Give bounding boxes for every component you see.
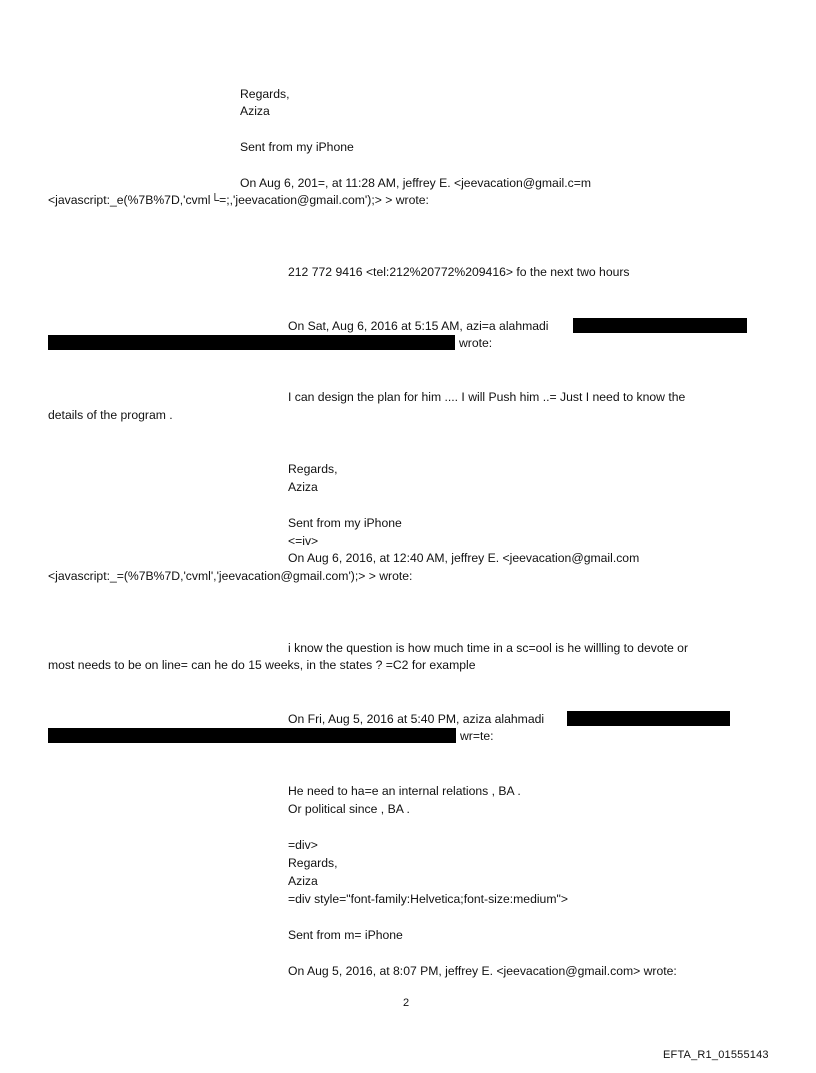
signature-name: Aziza [240, 104, 270, 118]
sent-from-line: Sent from my iPhone [288, 516, 402, 530]
redaction-box [573, 318, 747, 333]
message-body-continued: most needs to be on line= can he do 15 weeks, in the states ? =C2 for example [48, 658, 476, 672]
html-artifact: =div> [288, 838, 318, 852]
regards-line: Regards, [240, 87, 290, 101]
regards-line: Regards, [288, 462, 338, 476]
quote-header: On Fri, Aug 5, 2016 at 5:40 PM, aziza alahmadi [288, 712, 545, 726]
quote-header-continued: wr=te: [460, 729, 494, 743]
regards-line: Regards, [288, 856, 338, 870]
message-body-continued: details of the program . [48, 408, 173, 422]
quote-header-continued: <javascript:_=(%7B%7D,'cvml','jeevacation@gmail.com');> > wrote: [48, 569, 413, 583]
html-artifact: =div style="font-family:Helvetica;font-size:medium"> [288, 892, 568, 906]
message-body: I can design the plan for him .... I will Push him ..= Just I need to know the [288, 390, 686, 404]
message-body: He need to ha=e an internal relations , BA . [288, 784, 521, 798]
quote-header: On Aug 5, 2016, at 8:07 PM, jeffrey E. <jeevacation@gmail.com> wrote: [288, 964, 677, 978]
quote-header-continued: wrote: [459, 336, 493, 350]
signature-name: Aziza [288, 480, 318, 494]
quote-header: On Aug 6, 2016, at 12:40 AM, jeffrey E. <jeevacation@gmail.com [288, 551, 640, 565]
page-number: 2 [403, 997, 410, 1009]
phone-message: 212 772 9416 <tel:212%20772%209416> fo the next two hours [288, 265, 630, 279]
bates-number: EFTA_R1_01555143 [663, 1049, 769, 1061]
redaction-box [48, 728, 456, 743]
quote-header: On Aug 6, 201=, at 11:28 AM, jeffrey E. <jeevacation@gmail.c=m [240, 176, 592, 190]
html-artifact: <=iv> [288, 534, 319, 548]
redaction-box [567, 711, 730, 726]
redaction-box [48, 335, 455, 350]
signature-name: Aziza [288, 874, 318, 888]
sent-from-line: Sent from my iPhone [240, 140, 354, 154]
sent-from-line: Sent from m= iPhone [288, 928, 403, 942]
quote-header: On Sat, Aug 6, 2016 at 5:15 AM, azi=a alahmadi [288, 319, 549, 333]
quote-header-continued: <javascript:_e(%7B%7D,'cvml└=;,'jeevacation@gmail.com');> > wrote: [48, 193, 429, 207]
message-body: i know the question is how much time in a sc=ool is he willling to devote or [288, 641, 689, 655]
message-body-continued: Or political since , BA . [288, 802, 410, 816]
